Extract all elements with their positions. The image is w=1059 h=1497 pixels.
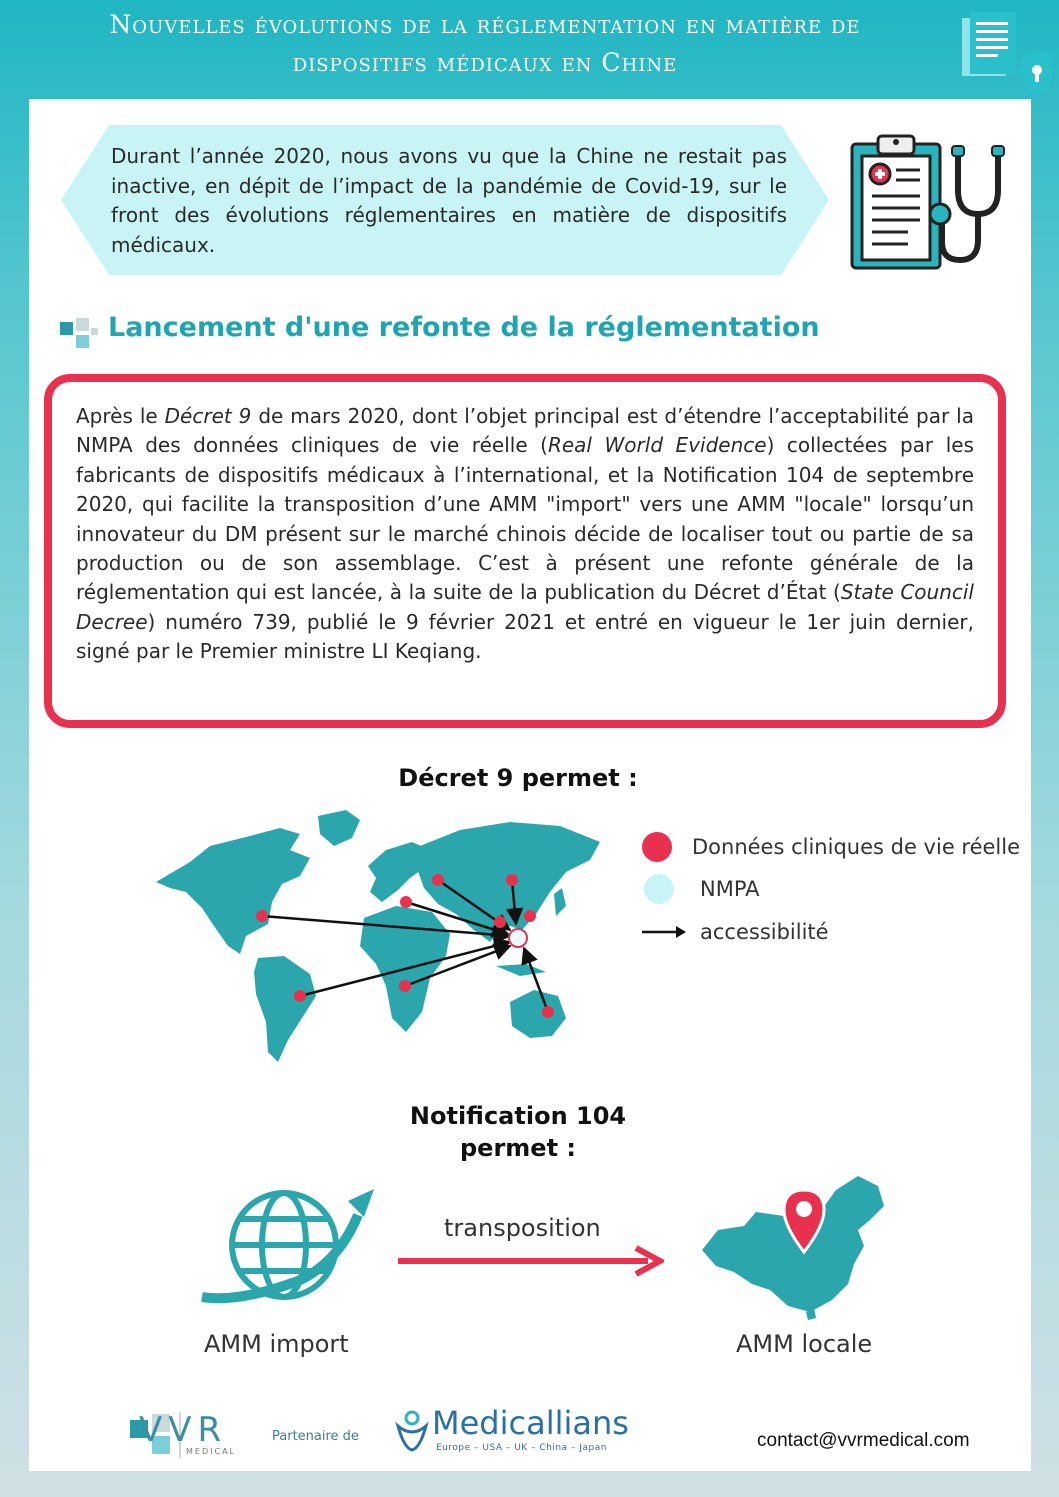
legend-data-label: Données cliniques de vie réelle (692, 835, 1021, 859)
legend-access-label: accessibilité (700, 920, 829, 944)
medicallians-logo-subtext: Europe – USA – UK – China – Japan (436, 1443, 607, 1453)
world-map-diagram (150, 806, 606, 1068)
amm-locale-label: AMM locale (736, 1330, 873, 1358)
legend-red-dot-icon (642, 832, 672, 862)
legend-access (640, 920, 829, 944)
section-title: Lancement d'une refonte de la réglementation (108, 312, 820, 343)
decret-9-ref: Décret 9 (164, 404, 252, 428)
body-text-2: de mars 2020, dont l’objet principal est d’étendre l’acceptabilité par la NMPA des données cliniques de vie réelle ( (76, 404, 974, 458)
body-text-3: ) collectées par les fabricants de dispositifs médicaux à l’international, et la Notification 104 de septembre 2020, qui facilite la transposition d’une AMM "import" vers une AMM "locale" lorsqu’un innovateur du DM présent sur le marché chinois décide de localiser tout ou partie de sa production ou de son assemblage. C’est à présent une refonte générale de la réglementation qui est lancée, à la suite de la publication du Décret d’État ( (76, 433, 974, 605)
body-text-1: Après le (76, 404, 165, 428)
partner-label: Partenaire de (272, 1429, 359, 1444)
notification-heading-line-1: Notification 104 (409, 1102, 627, 1130)
legend-data (642, 832, 1020, 862)
section-squares-icon (60, 318, 98, 352)
vvr-logo-text: VVR (139, 1410, 228, 1450)
legend-arrow-icon (640, 922, 688, 942)
clipboard-stethoscope-icon (848, 130, 1013, 272)
title-line-1: Nouvelles évolutions de la réglementation en matière de (109, 10, 861, 39)
legend-nmpa (644, 874, 760, 904)
legend-cyan-dot-icon (644, 874, 674, 904)
title-line-2: dispositifs médicaux en Chine (292, 48, 678, 77)
medicallians-logo-text: Medicallians (432, 1404, 629, 1442)
secure-document-icon (958, 8, 1054, 98)
contact-email[interactable]: contact@vvrmedical.com (757, 1430, 970, 1451)
body-paragraph (76, 402, 974, 667)
transposition-label: transposition (444, 1214, 601, 1242)
body-text-4: ) numéro 739, publié le 9 février 2021 et entré en vigueur le 1er juin dernier, signé par le Premier ministre LI Keqiang. (76, 609, 974, 664)
medicallians-logo-icon (392, 1408, 432, 1452)
vvr-logo-subtext: MEDICAL (186, 1447, 236, 1456)
transposition-arrow-icon (396, 1244, 664, 1278)
decret-heading: Décret 9 permet : (398, 764, 638, 792)
notification-heading-line-2: permet : (459, 1134, 576, 1162)
legend-nmpa-label: NMPA (700, 877, 760, 901)
notification-heading (360, 1100, 676, 1164)
china-map-pin-icon (698, 1172, 886, 1322)
rwe-ref: Real World Evidence (547, 433, 767, 458)
page-title (0, 6, 970, 82)
globe-plane-icon (198, 1185, 374, 1307)
amm-import-label: AMM import (204, 1330, 349, 1358)
intro-text: Durant l’année 2020, nous avons vu que la Chine ne restait pas inactive, en dépit de l’impact de la pandémie de Covid-19, sur le front des évolutions réglementaires en matière de dispositifs médicaux. (111, 144, 787, 257)
state-council-ref: State Council Decree (76, 580, 974, 634)
